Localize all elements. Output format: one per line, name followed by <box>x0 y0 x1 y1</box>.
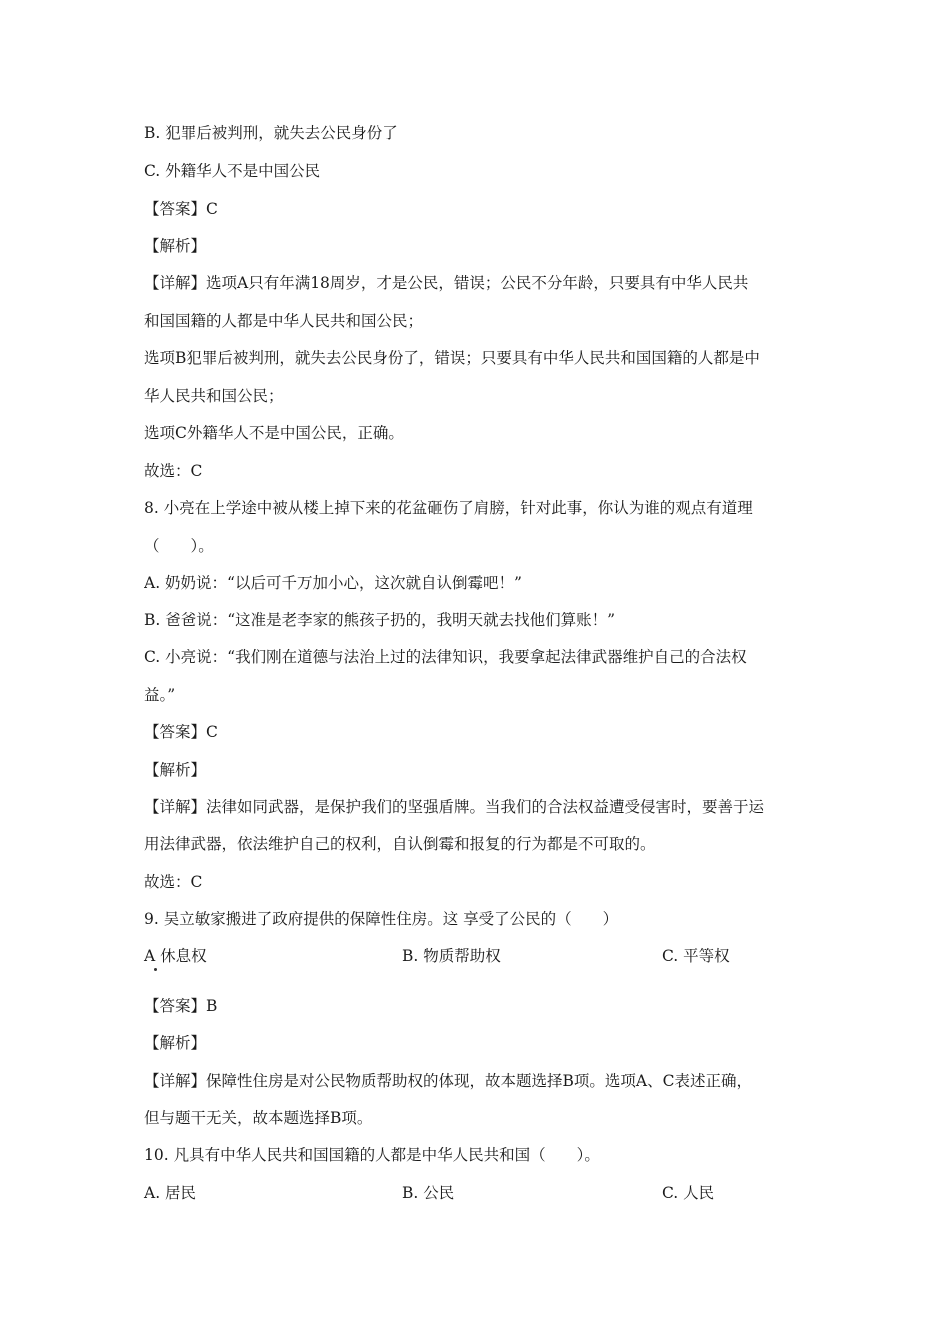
question-8-line1: 8. 小亮在上学途中被从楼上掉下来的花盆砸伤了肩膀，针对此事，你认为谁的观点有道理 <box>144 499 753 517</box>
explanation-q8-line2: 用法律武器，依法维护自己的权利，自认倒霉和报复的行为都是不可取的。 <box>144 835 656 853</box>
option-a-q10: A. 居民 <box>144 1184 197 1202</box>
explanation-q9-line2: 但与题干无关，故本题选择B项。 <box>144 1109 373 1127</box>
question-10: 10. 凡具有中华人民共和国国籍的人都是中华人民共和国（ ）。 <box>144 1146 600 1164</box>
answer-q9: 【答案】B <box>144 997 218 1015</box>
option-b-q10: B. 公民 <box>402 1184 455 1202</box>
explanation-q7-line3: 选项B犯罪后被判刑，就失去公民身份了，错误；只要具有中华人民共和国国籍的人都是中 <box>144 349 760 367</box>
option-c-q8-line1: C. 小亮说：“我们刚在道德与法治上过的法律知识，我要拿起法律武器维护自己的合法权 <box>144 648 747 666</box>
analysis-heading-q7: 【解析】 <box>144 237 207 255</box>
option-c-q8-line2: 益。” <box>144 686 176 704</box>
option-c-q10: C. 人民 <box>662 1184 715 1202</box>
explanation-q8-line1: 【详解】法律如同武器，是保护我们的坚强盾牌。当我们的合法权益遭受侵害时，要善于运 <box>144 798 765 816</box>
explanation-q7-line1: 【详解】选项A只有年满18周岁，才是公民，错误；公民不分年龄，只要具有中华人民共 <box>144 274 749 292</box>
explanation-q7-line5: 选项C外籍华人不是中国公民，正确。 <box>144 424 404 442</box>
option-a-q9: A 休息权 <box>144 947 207 965</box>
analysis-heading-q9: 【解析】 <box>144 1034 207 1052</box>
option-c-q9: C. 平等权 <box>662 947 730 965</box>
option-b-q9: B. 物质帮助权 <box>402 947 501 965</box>
explanation-q7-line4: 华人民共和国公民； <box>144 387 284 405</box>
explanation-q7-line2: 和国国籍的人都是中华人民共和国公民； <box>144 312 424 330</box>
explanation-q9-line1: 【详解】保障性住房是对公民物质帮助权的体现，故本题选择B项。选项A、C表述正确， <box>144 1072 752 1090</box>
choice-q8: 故选：C <box>144 873 203 891</box>
answer-q8: 【答案】C <box>144 723 218 741</box>
stray-dot <box>154 968 157 971</box>
choice-q7: 故选：C <box>144 462 203 480</box>
option-b-q8: B. 爸爸说：“这准是老李家的熊孩子扔的，我明天就去找他们算账！” <box>144 611 616 629</box>
analysis-heading-q8: 【解析】 <box>144 761 207 779</box>
question-8-line2: （ ）。 <box>144 537 214 555</box>
option-b-q7: B. 犯罪后被判刑，就失去公民身份了 <box>144 124 398 142</box>
question-9: 9. 吴立敏家搬进了政府提供的保障性住房。这 享受了公民的（ ） <box>144 910 619 928</box>
option-c-q7: C. 外籍华人不是中国公民 <box>144 162 321 180</box>
answer-q7: 【答案】C <box>144 200 218 218</box>
option-a-q8: A. 奶奶说：“以后可千万加小心，这次就自认倒霉吧！” <box>144 574 522 592</box>
